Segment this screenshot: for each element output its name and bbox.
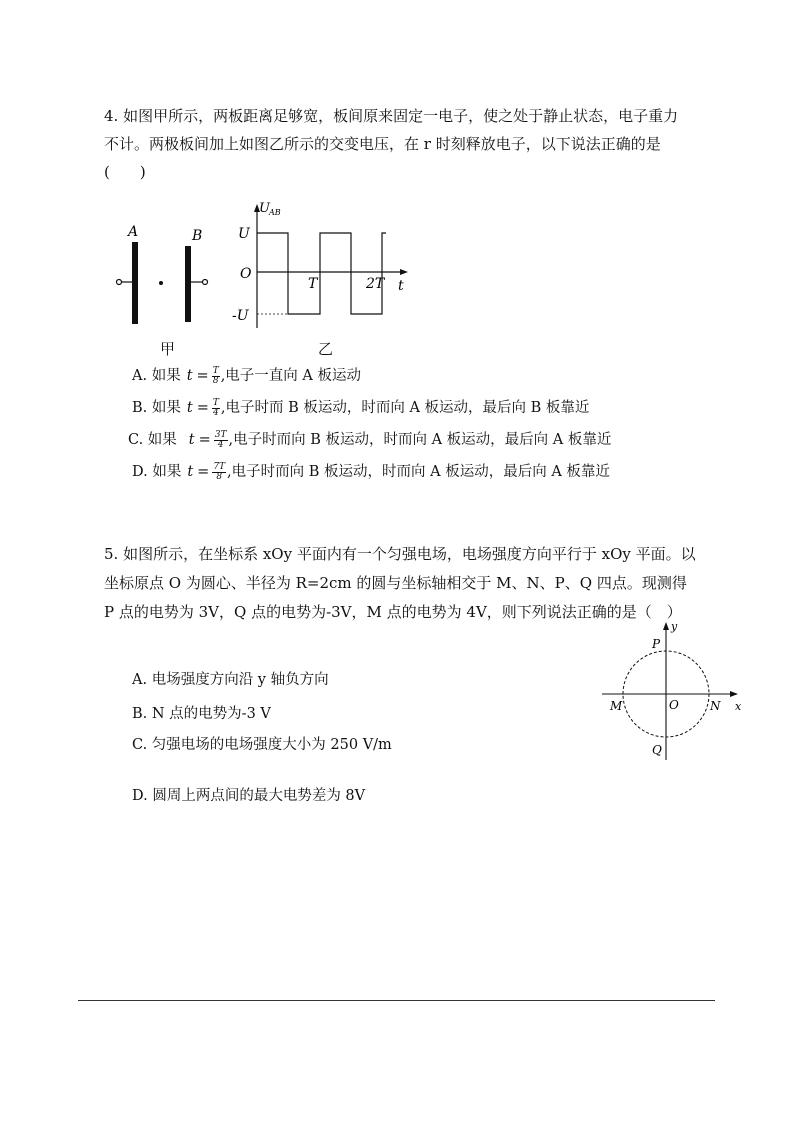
plate-b-label: B — [192, 228, 203, 244]
option-prefix: A. 如果 — [132, 368, 181, 384]
q4-option-b[interactable]: B. 如果 t = $\frac{T}{4}$ ,电子时而 B 板运动，时而向 A 板运动，最后向 B 板靠近 — [132, 397, 590, 418]
option-prefix: D. 如果 — [132, 464, 182, 480]
tick-neg-u-label: -U — [232, 308, 249, 324]
point-q-label: Q — [652, 743, 662, 757]
q4-option-d[interactable]: D. 如果 t = $\frac{7T}{8}$ ,电子时而向 B 板运动，时而向 A 板运动，最后向 A 板靠近 — [132, 461, 610, 482]
q5-stem: 5. 如图所示，在坐标系 xOy 平面内有一个匀强电场，电场强度方向平行于 xOy 平面。以坐标原点 O 为圆心、半径为 R=2cm 的圆与坐标轴相交于 M、N、P、Q 四点。现测得 P 点的电势为 3V，Q 点的电势为-3V，M 点的电势为 4V，则下列说法正确的是（ ） — [104, 545, 696, 621]
y-label: y — [671, 620, 678, 633]
square-wave-graph — [226, 196, 416, 334]
q4-option-c[interactable]: C. 如果 t = $\frac{3T}{4}$ ,电子时而向 B 板运动，时而向 A 板运动，最后向 A 板靠近 — [128, 429, 612, 450]
q4-stem: 4. 如图甲所示，两板距离足够宽，板间原来固定一电子，使之处于静止状态，电子重力不计。两极板间加上如图乙所示的交变电压，在 r 时刻释放电子，以下说法正确的是( ) — [104, 107, 679, 181]
option-text: ,电子时而向 B 板运动，时而向 A 板运动，最后向 A 板靠近 — [227, 464, 610, 480]
plate-a — [132, 242, 138, 324]
option-text: ,电子时而向 B 板运动，时而向 A 板运动，最后向 A 板靠近 — [228, 432, 612, 448]
time-var: t — [186, 368, 193, 384]
q5-option-a[interactable]: A. 电场强度方向沿 y 轴负方向 — [132, 672, 329, 688]
point-m-label: M — [610, 699, 623, 713]
time-var: t — [186, 400, 193, 416]
q5-option-c[interactable]: C. 匀强电场的电场强度大小为 250 V/m — [132, 737, 392, 753]
plates-diagram — [112, 222, 222, 332]
option-text: ,电子一直向 A 板运动 — [220, 368, 362, 384]
fraction: $\frac{T}{4}$ — [212, 397, 219, 418]
fraction: $\frac{3T}{4}$ — [214, 429, 227, 450]
figure-yi — [226, 196, 416, 334]
option-text: ,电子时而 B 板运动，时而向 A 板运动，最后向 B 板靠近 — [220, 400, 590, 416]
time-var: t — [188, 432, 195, 448]
terminal-b — [203, 280, 208, 285]
voltage-waveform — [257, 233, 386, 314]
terminal-a — [117, 280, 122, 285]
option-prefix: C. 如果 — [128, 432, 177, 448]
x-axis-label: t — [398, 278, 404, 294]
q5-option-b[interactable]: B. N 点的电势为-3 V — [132, 706, 271, 722]
electron-dot — [159, 281, 163, 285]
option-prefix: B. 如果 — [132, 400, 181, 416]
q5-option-d[interactable]: D. 圆周上两点间的最大电势差为 8V — [132, 788, 366, 804]
plate-b — [185, 246, 191, 322]
origin-o-label: O — [669, 698, 679, 712]
caption-yi: 乙 — [318, 340, 334, 358]
plate-a-label: A — [128, 224, 139, 240]
origin-label: O — [240, 266, 252, 282]
y-axis-label: U — [259, 201, 270, 216]
q4-option-a[interactable]: A. 如果 t = $\frac{T}{8}$ ,电子一直向 A 板运动 — [132, 365, 362, 386]
x-label: x — [735, 700, 742, 713]
figure-q5 — [598, 618, 748, 760]
fraction: $\frac{T}{8}$ — [212, 365, 219, 386]
caption-jia: 甲 — [160, 340, 176, 358]
circle-axes-diagram — [598, 618, 748, 760]
point-p-label: P — [652, 637, 661, 651]
point-n-label: N — [710, 699, 721, 713]
y-axis-sub: AB — [269, 208, 281, 217]
tick-2t-label: 2T — [366, 276, 385, 292]
figure-jia — [112, 222, 222, 332]
tick-u-label: U — [238, 226, 250, 242]
footer-divider — [78, 1000, 715, 1001]
time-var: t — [187, 464, 194, 480]
fraction: $\frac{7T}{8}$ — [213, 461, 226, 482]
tick-t-label: T — [308, 276, 318, 292]
